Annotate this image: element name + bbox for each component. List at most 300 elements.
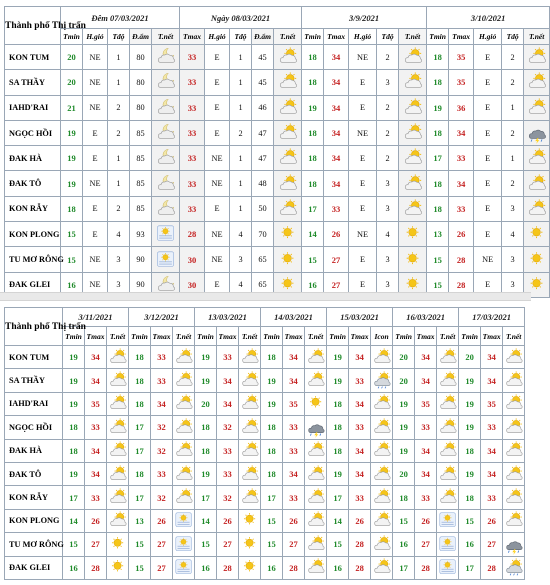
table-row: [5, 533, 525, 556]
tmin-value: 18: [129, 392, 151, 415]
weather-icon-cell: [173, 462, 195, 485]
tmax-value: 33: [283, 439, 305, 462]
column-header: T.nết: [437, 327, 459, 346]
weather-icon-cell: [371, 369, 393, 392]
wind-direction: E: [83, 146, 108, 171]
wind-direction: NE: [83, 70, 108, 95]
haze-icon: [155, 224, 177, 244]
tmin-value: 15: [261, 509, 283, 532]
tmin-value: 19: [459, 462, 481, 485]
forecast-table-top: [4, 6, 550, 298]
tmin-value: 17: [459, 556, 481, 579]
sun-cloud-icon: [306, 348, 326, 367]
sun-icon: [402, 250, 424, 270]
tmin-value: 18: [459, 439, 481, 462]
tmax-value: 34: [481, 439, 503, 462]
tmax-value: 30: [180, 272, 205, 297]
tmax-value: 34: [85, 462, 107, 485]
weather-icon-cell: [524, 120, 550, 145]
column-header: Tmin: [129, 327, 151, 346]
wind-direction: E: [205, 196, 230, 221]
tmax-value: 33: [180, 95, 205, 120]
location-name: ĐAK HÀ: [5, 146, 61, 171]
tmax-value: 28: [217, 556, 239, 579]
tmin-value: 15: [61, 247, 83, 272]
column-header: Tmin: [393, 327, 415, 346]
wind-speed: 1: [230, 70, 252, 95]
wind-direction: NE: [83, 95, 108, 120]
tmin-value: 18: [459, 486, 481, 509]
tmax-value: 34: [349, 462, 371, 485]
weather-icon-cell: [524, 146, 550, 171]
weather-icon-cell: [173, 392, 195, 415]
moon-cloud-icon: [155, 98, 177, 118]
table-row: [5, 416, 525, 439]
wind-direction: NE: [83, 171, 108, 196]
column-header: Tmax: [324, 29, 349, 45]
tmax-value: 34: [349, 392, 371, 415]
wind-speed: 1: [230, 146, 252, 171]
wind-direction: E: [474, 70, 502, 95]
weather-icon-cell: [503, 556, 525, 579]
tmin-value: 19: [393, 416, 415, 439]
haze-icon: [174, 558, 194, 577]
location-name: KON RẪY: [5, 486, 63, 509]
sun-icon: [240, 535, 260, 554]
column-header: T.nết: [399, 29, 427, 45]
tmax-value: 28: [449, 272, 474, 297]
weather-icon-cell: [503, 346, 525, 369]
humidity: 93: [130, 222, 152, 247]
sun-icon: [526, 250, 548, 270]
tmin-value: 19: [195, 462, 217, 485]
sun-cloud-icon: [504, 348, 524, 367]
sun-cloud-icon: [402, 72, 424, 92]
tmax-value: 33: [283, 416, 305, 439]
location-name: IAHD'RAI: [5, 95, 61, 120]
sun-cloud-icon: [402, 123, 424, 143]
weather-icon-cell: [152, 196, 180, 221]
weather-icon-cell: [437, 392, 459, 415]
weather-icon-cell: [524, 222, 550, 247]
wind-speed: 2: [377, 45, 399, 70]
column-header: Tmax: [449, 29, 474, 45]
tmin-value: 16: [61, 272, 83, 297]
tmin-value: 18: [195, 439, 217, 462]
tmax-value: 34: [449, 120, 474, 145]
tmin-value: 18: [63, 416, 85, 439]
humidity: 46: [252, 95, 274, 120]
tmin-value: 17: [63, 486, 85, 509]
storm-cloud-icon: [526, 123, 548, 143]
weather-icon-cell: [399, 70, 427, 95]
tmin-value: 19: [63, 392, 85, 415]
weather-icon-cell: [524, 95, 550, 120]
weather-icon-cell: [371, 486, 393, 509]
weather-icon-cell: [371, 462, 393, 485]
humidity: 48: [252, 171, 274, 196]
sun-cloud-icon: [526, 47, 548, 67]
table-row: [5, 346, 525, 369]
weather-icon-cell: [305, 509, 327, 532]
humidity: 80: [130, 70, 152, 95]
tmin-value: 18: [427, 45, 449, 70]
wind-direction: E: [349, 247, 377, 272]
moon-cloud-icon: [155, 199, 177, 219]
column-header: Tmin: [195, 327, 217, 346]
wind-speed: 3: [377, 171, 399, 196]
sun-cloud-icon: [240, 465, 260, 484]
tmin-value: 19: [61, 171, 83, 196]
weather-icon-cell: [107, 556, 129, 579]
column-header: Tđộ: [230, 29, 252, 45]
wind-direction: NE: [83, 45, 108, 70]
location-name: NGỌC HỒI: [5, 416, 63, 439]
weather-icon-cell: [524, 45, 550, 70]
humidity: 85: [130, 146, 152, 171]
weather-icon-cell: [371, 556, 393, 579]
tmin-value: 15: [327, 533, 349, 556]
weather-icon-cell: [503, 416, 525, 439]
tmax-value: 34: [85, 439, 107, 462]
table-separator: [0, 292, 531, 301]
tmin-value: 14: [195, 509, 217, 532]
weather-icon-cell: [399, 222, 427, 247]
tmax-value: 27: [217, 533, 239, 556]
tmin-value: 20: [195, 392, 217, 415]
wind-direction: E: [205, 45, 230, 70]
weather-icon-cell: [152, 247, 180, 272]
tmax-value: 33: [180, 70, 205, 95]
wind-speed: 2: [377, 146, 399, 171]
weather-icon-cell: [399, 171, 427, 196]
tmax-value: 34: [481, 346, 503, 369]
tmax-value: 26: [217, 509, 239, 532]
tmin-value: 17: [261, 486, 283, 509]
weather-icon-cell: [503, 439, 525, 462]
haze-icon: [438, 558, 458, 577]
tmin-value: 15: [195, 533, 217, 556]
tmax-value: 34: [415, 439, 437, 462]
day-header: 17/03/2021: [459, 308, 525, 327]
tmax-value: 27: [151, 556, 173, 579]
tmax-value: 33: [481, 486, 503, 509]
wind-direction: E: [474, 272, 502, 297]
wind-direction: E: [205, 95, 230, 120]
weather-icon-cell: [152, 45, 180, 70]
wind-direction: NE: [205, 222, 230, 247]
weather-icon-cell: [399, 120, 427, 145]
tmin-value: 18: [393, 486, 415, 509]
wind-direction: E: [474, 146, 502, 171]
tmax-value: 35: [449, 45, 474, 70]
sun-cloud-icon: [108, 371, 128, 390]
sun-cloud-icon: [108, 511, 128, 530]
table-row: [5, 70, 550, 95]
weather-icon-cell: [371, 509, 393, 532]
tmin-value: 19: [327, 346, 349, 369]
wind-direction: E: [474, 222, 502, 247]
wind-speed: 1: [230, 171, 252, 196]
tmax-value: 34: [217, 369, 239, 392]
moon-cloud-icon: [155, 47, 177, 67]
wind-speed: 1: [230, 196, 252, 221]
tmin-value: 18: [427, 171, 449, 196]
weather-icon-cell: [305, 462, 327, 485]
weather-icon-cell: [399, 146, 427, 171]
sun-cloud-icon: [372, 418, 392, 437]
weather-icon-cell: [107, 533, 129, 556]
tmin-value: 17: [302, 196, 324, 221]
weather-icon-cell: [274, 120, 302, 145]
tmax-value: 33: [349, 416, 371, 439]
location-name: TU MƠ RÔNG: [5, 247, 61, 272]
tmax-value: 33: [217, 462, 239, 485]
day-header: 3/9/2021: [302, 7, 427, 29]
sun-cloud-icon: [277, 98, 299, 118]
sun-icon: [277, 250, 299, 270]
weather-icon-cell: [437, 462, 459, 485]
weather-icon-cell: [239, 369, 261, 392]
wind-direction: E: [83, 196, 108, 221]
weather-icon-cell: [305, 369, 327, 392]
weather-icon-cell: [152, 222, 180, 247]
tmax-value: 34: [481, 369, 503, 392]
tmax-value: 26: [449, 222, 474, 247]
tmax-value: 34: [324, 146, 349, 171]
tmin-value: 20: [61, 45, 83, 70]
weather-icon-cell: [437, 486, 459, 509]
corner-header: Thành phố Thị trấn: [5, 308, 63, 346]
wind-direction: E: [474, 45, 502, 70]
tmin-value: 17: [129, 416, 151, 439]
weather-icon-cell: [437, 346, 459, 369]
weather-icon-cell: [173, 416, 195, 439]
tmin-value: 18: [327, 416, 349, 439]
table-row: [5, 120, 550, 145]
tmin-value: 19: [61, 120, 83, 145]
weather-icon-cell: [239, 533, 261, 556]
wind-direction: E: [205, 120, 230, 145]
location-name: TU MƠ RÔNG: [5, 533, 63, 556]
sun-cloud-icon: [402, 98, 424, 118]
sun-cloud-icon: [526, 174, 548, 194]
sun-cloud-icon: [438, 348, 458, 367]
tmin-value: 19: [61, 146, 83, 171]
weather-icon-cell: [107, 416, 129, 439]
tmin-value: 18: [327, 392, 349, 415]
wind-direction: E: [349, 95, 377, 120]
tmin-value: 18: [302, 120, 324, 145]
weather-icon-cell: [274, 247, 302, 272]
day-header: 3/11/2021: [63, 308, 129, 327]
location-name: KON TUM: [5, 45, 61, 70]
wind-speed: 3: [108, 272, 130, 297]
wind-direction: NE: [349, 120, 377, 145]
sun-icon: [108, 535, 128, 554]
tmax-value: 33: [151, 369, 173, 392]
weather-icon-cell: [152, 146, 180, 171]
table-row: [5, 95, 550, 120]
column-header: T.nết: [274, 29, 302, 45]
sun-cloud-icon: [438, 371, 458, 390]
column-header: Tmin: [459, 327, 481, 346]
tmax-value: 34: [449, 171, 474, 196]
weather-icon-cell: [152, 95, 180, 120]
tmax-value: 34: [324, 95, 349, 120]
tmax-value: 28: [283, 556, 305, 579]
sun-cloud-icon: [277, 174, 299, 194]
humidity: 80: [130, 45, 152, 70]
tmin-value: 19: [393, 392, 415, 415]
tmax-value: 27: [415, 533, 437, 556]
column-header: Icon: [371, 327, 393, 346]
table-row: [5, 171, 550, 196]
humidity: 65: [252, 247, 274, 272]
sun-cloud-icon: [526, 98, 548, 118]
weather-icon-cell: [239, 416, 261, 439]
weather-icon-cell: [274, 222, 302, 247]
weather-icon-cell: [437, 556, 459, 579]
table-row: [5, 556, 525, 579]
weather-icon-cell: [173, 486, 195, 509]
column-header: Tmax: [349, 327, 371, 346]
wind-speed: 2: [377, 120, 399, 145]
location-name: IAHD'RAI: [5, 392, 63, 415]
sun-cloud-icon: [108, 348, 128, 367]
tmax-value: 33: [217, 439, 239, 462]
weather-icon-cell: [107, 392, 129, 415]
sun-cloud-icon: [240, 371, 260, 390]
tmax-value: 34: [85, 346, 107, 369]
location-name: ĐAK GLEI: [5, 556, 63, 579]
weather-icon-cell: [437, 439, 459, 462]
tmax-value: 33: [151, 346, 173, 369]
weather-icon-cell: [274, 45, 302, 70]
column-header: Tmin: [427, 29, 449, 45]
location-name: ĐAK TÔ: [5, 462, 63, 485]
sun-cloud-icon: [438, 465, 458, 484]
weather-icon-cell: [239, 462, 261, 485]
tmin-value: 17: [195, 486, 217, 509]
weather-icon-cell: [503, 392, 525, 415]
tmax-value: 34: [324, 45, 349, 70]
weather-icon-cell: [371, 392, 393, 415]
wind-speed: 3: [377, 196, 399, 221]
wind-speed: 1: [108, 171, 130, 196]
column-header: T.nết: [152, 29, 180, 45]
humidity: 47: [252, 146, 274, 171]
wind-speed: 2: [502, 70, 524, 95]
tmax-value: 34: [415, 346, 437, 369]
weather-icon-cell: [305, 439, 327, 462]
table-row: [5, 146, 550, 171]
weather-icon-cell: [524, 196, 550, 221]
day-header: 15/03/2021: [327, 308, 393, 327]
tmin-value: 18: [427, 70, 449, 95]
tmax-value: 34: [283, 369, 305, 392]
sun-cloud-icon: [504, 371, 524, 390]
tmin-value: 18: [427, 120, 449, 145]
tmax-value: 33: [180, 146, 205, 171]
tmax-value: 33: [180, 196, 205, 221]
weather-icon-cell: [173, 369, 195, 392]
tmax-value: 27: [324, 247, 349, 272]
tmin-value: 14: [327, 509, 349, 532]
weather-icon-cell: [437, 416, 459, 439]
weather-icon-cell: [503, 462, 525, 485]
tmin-value: 16: [195, 556, 217, 579]
tmax-value: 27: [283, 533, 305, 556]
day-header: 16/03/2021: [393, 308, 459, 327]
tmax-value: 33: [349, 369, 371, 392]
tmax-value: 33: [449, 196, 474, 221]
humidity: 85: [130, 196, 152, 221]
table-row: [5, 222, 550, 247]
tmin-value: 15: [393, 509, 415, 532]
tmax-value: 34: [217, 392, 239, 415]
location-name: SA THẦY: [5, 369, 63, 392]
wind-direction: E: [205, 70, 230, 95]
column-header: Tmin: [327, 327, 349, 346]
sun-cloud-icon: [174, 465, 194, 484]
haze-icon: [155, 250, 177, 270]
svg-text:.: .: [446, 560, 448, 565]
tmax-value: 27: [85, 533, 107, 556]
weather-icon-cell: [274, 196, 302, 221]
wind-direction: E: [349, 70, 377, 95]
weather-icon-cell: [173, 346, 195, 369]
tmin-value: 19: [459, 416, 481, 439]
weather-icon-cell: [107, 462, 129, 485]
wind-speed: 1: [230, 95, 252, 120]
tmin-value: 17: [427, 146, 449, 171]
tmax-value: 34: [151, 392, 173, 415]
tmax-value: 35: [481, 392, 503, 415]
wind-direction: E: [474, 196, 502, 221]
sun-cloud-icon: [372, 348, 392, 367]
weather-icon-cell: [305, 533, 327, 556]
table-row: [5, 462, 525, 485]
svg-text:.: .: [164, 251, 166, 256]
tmin-value: 18: [261, 462, 283, 485]
tmin-value: 18: [129, 346, 151, 369]
tmax-value: 33: [180, 45, 205, 70]
tmin-value: 20: [393, 462, 415, 485]
tmax-value: 30: [180, 247, 205, 272]
tmin-value: 15: [63, 533, 85, 556]
tmin-value: 19: [261, 392, 283, 415]
table-row: [5, 439, 525, 462]
wind-speed: 3: [377, 70, 399, 95]
wind-speed: 3: [377, 272, 399, 297]
humidity: 65: [252, 272, 274, 297]
sun-cloud-icon: [174, 371, 194, 390]
weather-icon-cell: [107, 439, 129, 462]
wind-speed: 4: [230, 272, 252, 297]
tmax-value: 28: [85, 556, 107, 579]
weather-icon-cell: [305, 346, 327, 369]
weather-icon-cell: [274, 70, 302, 95]
tmin-value: 19: [195, 369, 217, 392]
tmin-value: 20: [61, 70, 83, 95]
tmin-value: 15: [129, 556, 151, 579]
sun-icon: [240, 511, 260, 530]
tmin-value: 18: [327, 439, 349, 462]
weather-icon-cell: [371, 416, 393, 439]
weather-icon-cell: [437, 509, 459, 532]
weather-icon-cell: [274, 95, 302, 120]
